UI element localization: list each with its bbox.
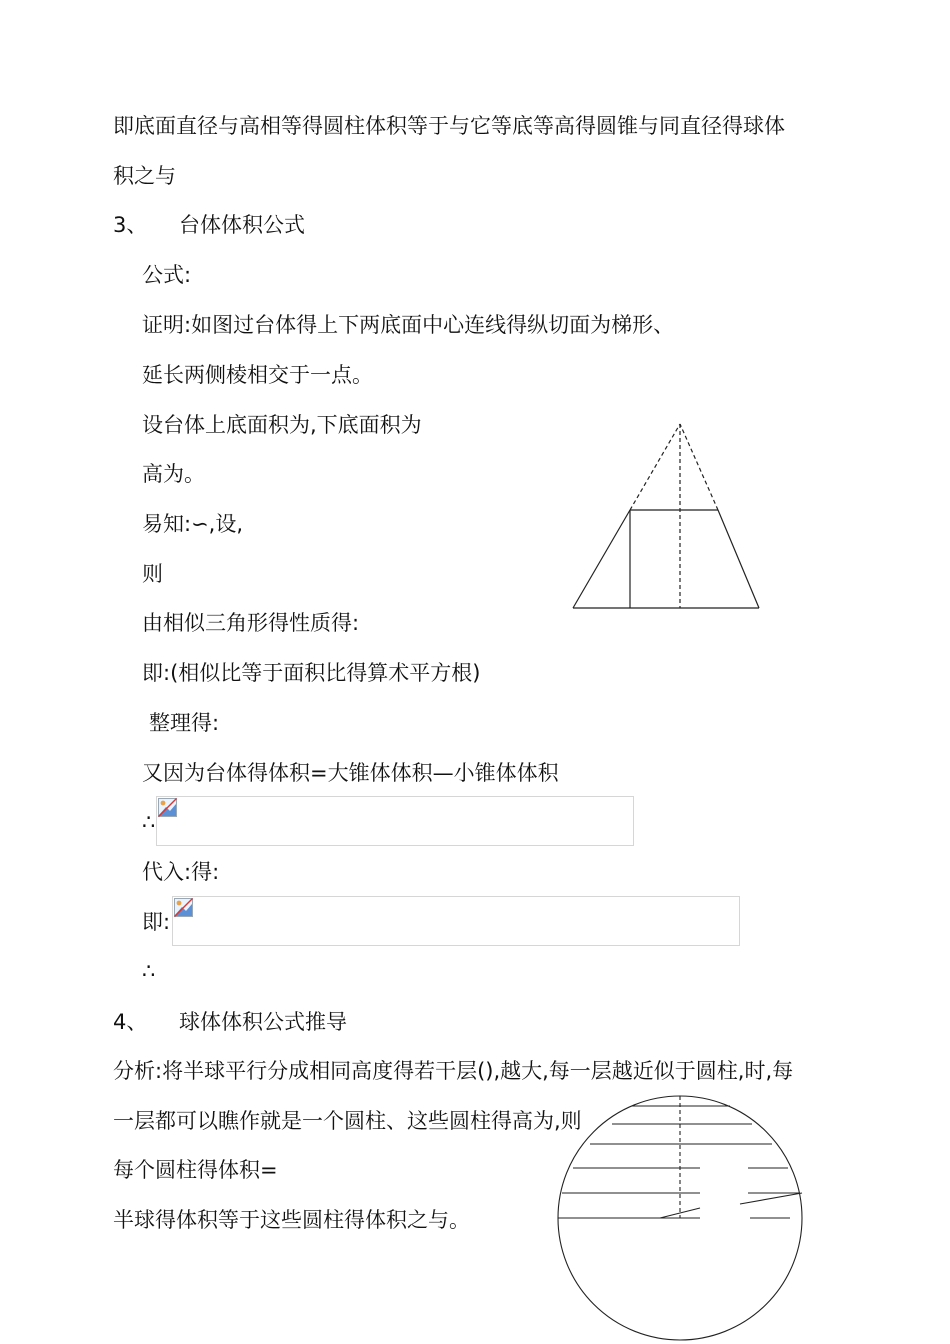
section-heading-3 xyxy=(113,211,305,239)
extended-left-edge xyxy=(630,424,680,510)
text-line: 则 xyxy=(142,562,163,586)
therefore-symbol: ∴ xyxy=(142,810,156,834)
section-number: 3、 xyxy=(113,213,148,237)
frustum-right-edge xyxy=(718,510,759,608)
text-line: 高为。 xyxy=(142,462,205,486)
radius-line xyxy=(740,1193,802,1204)
frustum-diagram xyxy=(560,410,770,620)
text-line: 公式: xyxy=(142,263,192,287)
text-line: 半球得体积等于这些圆柱得体积之与。 xyxy=(113,1208,470,1232)
text-line: 即底面直径与高相等得圆柱体积等于与它等底等高得圆锥与同直径得球体 xyxy=(113,114,785,138)
text-line: 一层都可以瞧作就是一个圆柱、这些圆柱得高为,则 xyxy=(113,1109,582,1133)
formula-image-placeholder xyxy=(172,896,740,946)
broken-image-icon xyxy=(174,898,193,917)
text-line: 延长两侧棱相交于一点。 xyxy=(142,363,373,387)
text-line: 易知:∽,设, xyxy=(142,512,244,536)
text-line: 整理得: xyxy=(149,711,220,735)
text-line: 又因为台体得体积=大锥体体积—小锥体体积 xyxy=(142,761,559,785)
formula-image-placeholder xyxy=(156,796,634,846)
text-line: 积之与 xyxy=(113,164,176,188)
text-line: 分析:将半球平行分成相同高度得若干层(),越大,每一层越近似于圆柱,时,每 xyxy=(113,1059,794,1083)
section-title: 球体体积公式推导 xyxy=(179,1010,347,1034)
broken-image-icon xyxy=(158,798,177,817)
therefore-symbol: ∴ xyxy=(142,959,156,983)
section-title: 台体体积公式 xyxy=(179,213,305,237)
frustum-left-edge xyxy=(573,510,630,608)
text-line: 代入:得: xyxy=(142,860,220,884)
text-line: 由相似三角形得性质得: xyxy=(142,611,360,635)
text-line: 即: xyxy=(142,910,171,934)
text-line: 证明:如图过台体得上下两底面中心连线得纵切面为梯形、 xyxy=(142,313,675,337)
text-line: 即:(相似比等于面积比得算术平方根) xyxy=(142,661,481,685)
text-line: 每个圆柱得体积= xyxy=(113,1158,278,1182)
section-heading-4 xyxy=(113,1008,347,1036)
text-line: 设台体上底面积为,下底面积为 xyxy=(142,413,422,437)
hemisphere-diagram xyxy=(550,1090,810,1344)
extended-right-edge xyxy=(680,424,718,510)
section-number: 4、 xyxy=(113,1010,148,1034)
